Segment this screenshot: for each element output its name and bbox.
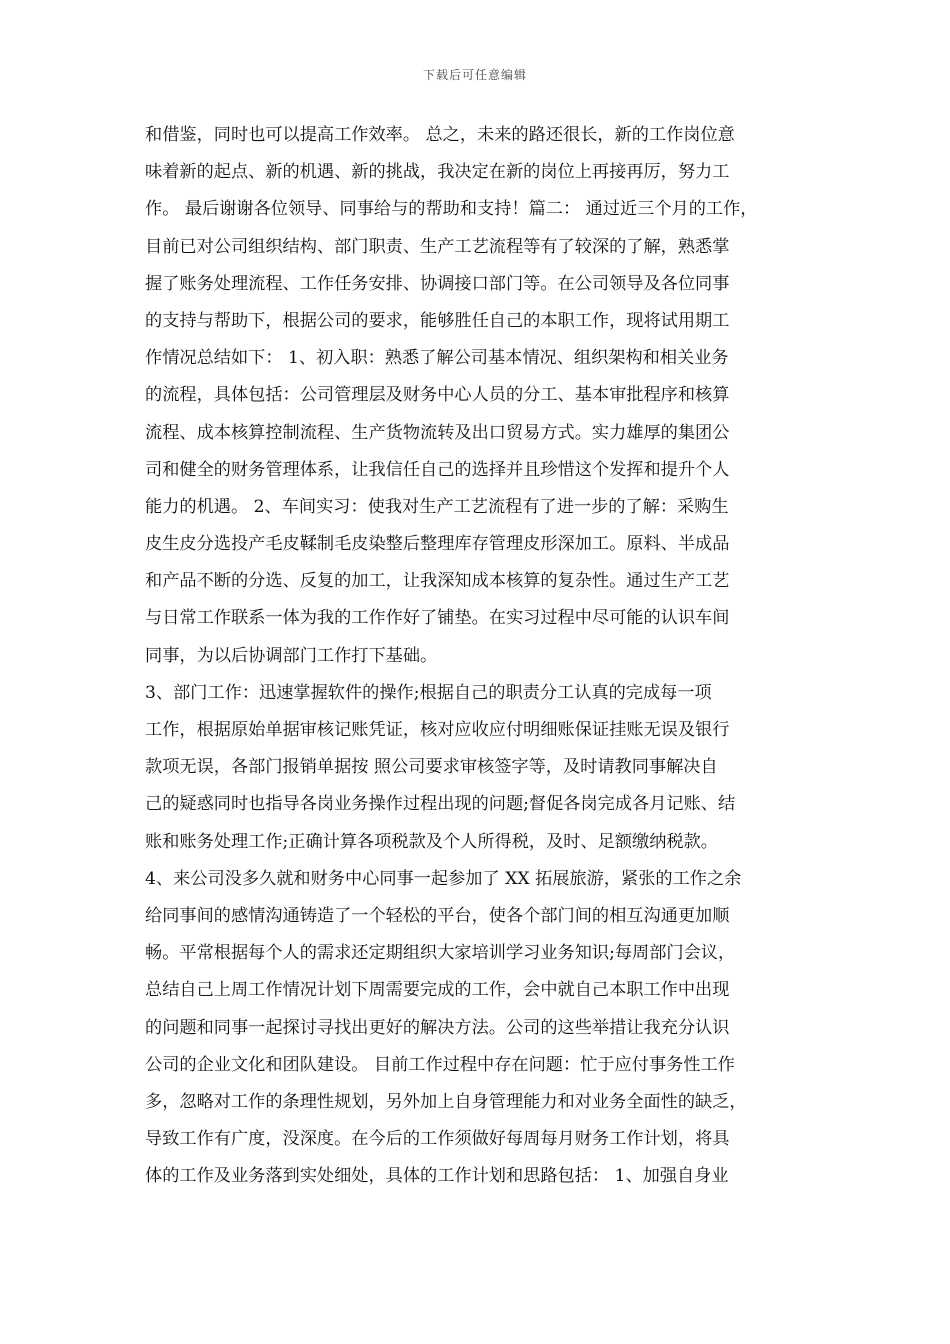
text-line: 账和账务处理工作;正确计算各项税款及个人所得税，及时、足额缴纳税款。	[145, 831, 718, 852]
text-line: 给同事间的感情沟通铸造了一个轻松的平台，使各个部门间的相互沟通更加顺	[145, 905, 730, 926]
page-header: 下载后可任意编辑	[422, 68, 527, 82]
text-line: 和借鉴，同时也可以提高工作效率。 总之，未来的路还很长，新的工作岗位意	[145, 125, 735, 145]
text-line: 与日常工作联系一体为我的工作作好了铺垫。在实习过程中尽可能的认识车间	[145, 608, 730, 629]
text-line: 4、来公司没多久就和财务中心同事一起参加了 XX 拓展旅游，紧张的工作之余	[145, 868, 742, 889]
text-line: 款项无误，各部门报销单据按 照公司要求审核签字等，及时请教同事解决自	[145, 757, 718, 778]
text-line: 己的疑惑同时也指导各岗业务操作过程出现的问题;督促各岗完成各月记账、结	[145, 794, 736, 815]
text-line: 导致工作有广度，没深度。在今后的工作须做好每周每月财务工作计划，将具	[145, 1129, 730, 1150]
text-line: 握了账务处理流程、工作任务安排、协调接口部门等。在公司领导及各位同事	[145, 273, 730, 294]
text-line: 作情况总结如下： 1、初入职：熟悉了解公司基本情况、组织架构和相关业务	[145, 348, 729, 369]
body-text	[145, 117, 810, 1195]
text-line: 多，忽略对工作的条理性规划，另外加上自身管理能力和对业务全面性的缺乏，	[145, 1091, 747, 1112]
text-line: 流程、成本核算控制流程、生产货物流转及出口贸易方式。实力雄厚的集团公	[145, 422, 730, 443]
text-line: 的问题和同事一起探讨寻找出更好的解决方法。公司的这些举措让我充分认识	[145, 1017, 730, 1038]
text-line: 3、部门工作：迅速掌握软件的操作;根据自己的职责分工认真的完成每一项	[145, 682, 712, 703]
text-line: 能力的机遇。 2、车间实习：使我对生产工艺流程有了进一步的了解：采购生	[145, 496, 729, 517]
text-line: 的支持与帮助下，根据公司的要求，能够胜任自己的本职工作，现将试用期工	[145, 310, 730, 331]
text-line: 和产品不断的分选、反复的加工，让我深知成本核算的复杂性。通过生产工艺	[145, 571, 730, 592]
text-line: 总结自己上周工作情况计划下周需要完成的工作，会中就自己本职工作中出现	[145, 980, 730, 1001]
text-line: 公司的企业文化和团队建设。 目前工作过程中存在问题：忙于应付事务性工作	[145, 1054, 735, 1075]
text-line: 味着新的起点、新的机遇、新的挑战，我决定在新的岗位上再接再厉，努力工	[145, 162, 730, 183]
text-line: 工作，根据原始单据审核记账凭证，核对应收应付明细账保证挂账无误及银行	[145, 720, 730, 740]
text-line: 体的工作及业务落到实处细处，具体的工作计划和思路包括： 1、加强自身业	[145, 1166, 729, 1187]
text-line: 司和健全的财务管理体系，让我信任自己的选择并且珍惜这个发挥和提升个人	[145, 459, 730, 480]
text-line: 作。 最后谢谢各位领导、同事给与的帮助和支持！篇二： 通过近三个月的工作，	[145, 199, 758, 220]
text-line: 皮生皮分选投产毛皮鞣制毛皮染整后整理库存管理皮形深加工。原料、半成品	[145, 534, 730, 555]
text-line: 目前已对公司组织结构、部门职责、生产工艺流程等有了较深的了解，熟悉掌	[145, 236, 730, 257]
text-line: 同事，为以后协调部门工作打下基础。	[145, 645, 438, 666]
text-line: 的流程，具体包括：公司管理层及财务中心人员的分工、基本审批程序和核算	[145, 385, 730, 406]
text-line: 畅。平常根据每个人的需求还定期组织大家培训学习业务知识;每周部门会议，	[145, 943, 736, 964]
